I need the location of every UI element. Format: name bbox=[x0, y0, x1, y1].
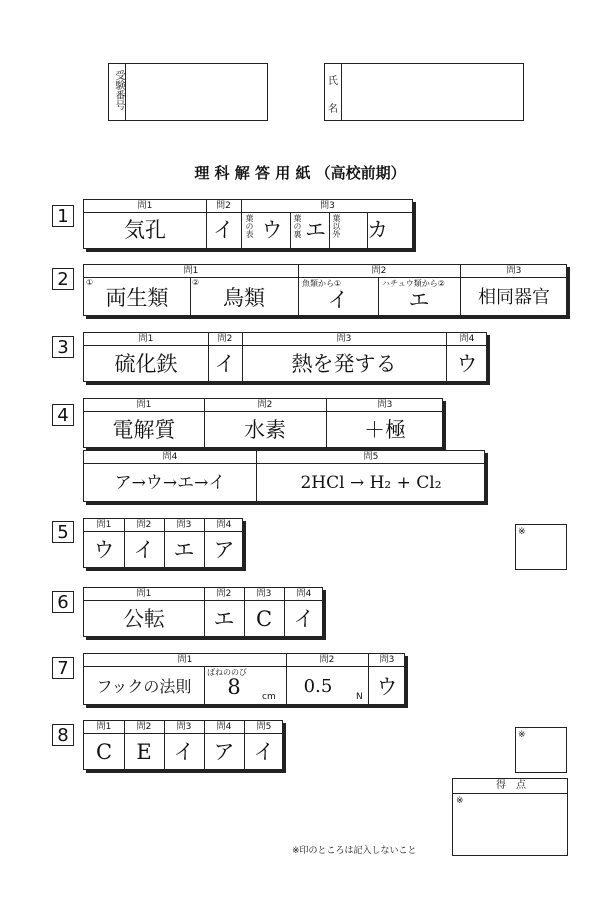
answer-row-8 bbox=[83, 720, 283, 770]
answer-q7-3[interactable]: 0.5 bbox=[303, 676, 333, 697]
answer-row-1 bbox=[83, 199, 413, 249]
answer-q6-1[interactable]: 公転 bbox=[123, 607, 165, 631]
header-q7-3: 問3 bbox=[379, 655, 395, 665]
header-q6-1: 問1 bbox=[136, 589, 152, 599]
answer-row-7 bbox=[83, 653, 405, 705]
exam-number-box[interactable] bbox=[108, 63, 268, 121]
answer-q8-1[interactable]: C bbox=[95, 740, 113, 764]
header-q7-1: 問1 bbox=[177, 655, 193, 665]
header-q6-3: 問3 bbox=[256, 589, 272, 599]
answer-q3-1[interactable]: 硫化鉄 bbox=[114, 352, 178, 376]
answer-q6-3[interactable]: C bbox=[255, 607, 273, 631]
header-q4-3: 問3 bbox=[377, 400, 393, 410]
answer-q1-1[interactable]: 気孔 bbox=[124, 218, 166, 242]
header-q3-2: 問2 bbox=[217, 334, 233, 344]
unit-q7-1: cm bbox=[262, 692, 276, 702]
sub-q2-2: ハチュウ類から② bbox=[382, 279, 445, 288]
answer-q4-5[interactable]: 2HCl → H₂ + Cl₂ bbox=[300, 473, 442, 493]
header-q8-4: 問4 bbox=[216, 722, 232, 732]
sub-q2-1: 魚類から① bbox=[302, 279, 342, 288]
answer-q3-4[interactable]: ウ bbox=[456, 352, 478, 376]
header-q5-2: 問2 bbox=[136, 520, 152, 530]
answer-row-3 bbox=[83, 332, 487, 382]
answer-q1-4[interactable]: エ bbox=[305, 218, 326, 242]
page-title: 理 科 解 答 用 紙 （高校前期） bbox=[194, 164, 406, 182]
marker-q2-2: ② bbox=[192, 278, 200, 287]
answer-q6-2[interactable]: エ bbox=[213, 607, 235, 631]
header-q3-4: 問4 bbox=[459, 334, 475, 344]
answer-q1-3[interactable]: ウ bbox=[261, 218, 283, 242]
answer-row-5 bbox=[83, 518, 243, 568]
header-q8-3: 問3 bbox=[176, 722, 192, 732]
header-q7-2: 問2 bbox=[319, 655, 335, 665]
sub-q1-2: 葉の裏 bbox=[293, 214, 302, 238]
answer-q6-4[interactable]: イ bbox=[293, 607, 315, 631]
header-q8-5: 問5 bbox=[256, 722, 272, 732]
header-q1-1: 問1 bbox=[137, 201, 153, 211]
name-label-2: 名 bbox=[328, 104, 338, 115]
sub-q1-1: 葉の表 bbox=[245, 214, 254, 238]
answer-q5-2[interactable]: イ bbox=[133, 538, 155, 562]
header-q4-1: 問1 bbox=[136, 400, 152, 410]
header-q1-3: 問3 bbox=[320, 201, 335, 211]
header-q2-1: 問1 bbox=[183, 266, 199, 276]
answer-q2-5[interactable]: 相同器官 bbox=[478, 287, 550, 308]
grader-mark-5: ※ bbox=[518, 527, 526, 537]
answer-q7-1[interactable]: フックの法則 bbox=[96, 677, 192, 696]
exam-number-label: 受験番号 bbox=[113, 70, 124, 110]
answer-q5-1[interactable]: ウ bbox=[93, 538, 115, 562]
question-number-6: 6 bbox=[52, 591, 74, 613]
answer-q3-2[interactable]: イ bbox=[214, 352, 236, 376]
answer-row-2 bbox=[83, 264, 567, 316]
answer-q2-1[interactable]: 両生類 bbox=[105, 286, 169, 310]
question-number-4: 4 bbox=[52, 404, 74, 426]
header-q6-2: 問2 bbox=[216, 589, 232, 599]
grader-box-5 bbox=[515, 524, 567, 570]
answer-q2-3[interactable]: イ bbox=[327, 288, 349, 312]
footer-note: ※印のところは記入しないこと bbox=[292, 846, 417, 856]
answer-q4-2[interactable]: 水素 bbox=[244, 418, 286, 442]
answer-q4-3[interactable]: ＋極 bbox=[364, 418, 406, 442]
answer-row-4a bbox=[83, 398, 443, 448]
header-q2-3: 問3 bbox=[506, 266, 522, 276]
unit-q7-2: N bbox=[356, 692, 363, 702]
name-label-1: 氏 bbox=[328, 76, 338, 87]
answer-q5-3[interactable]: エ bbox=[173, 538, 195, 562]
header-q3-3: 問3 bbox=[336, 334, 352, 344]
answer-row-6 bbox=[83, 587, 323, 637]
answer-q3-3[interactable]: 熱を発する bbox=[291, 352, 397, 376]
grader-mark-8: ※ bbox=[518, 730, 526, 740]
answer-row-4b bbox=[83, 450, 485, 502]
score-mark: ※ bbox=[456, 796, 464, 806]
header-q2-2: 問2 bbox=[371, 266, 387, 276]
answer-q7-4[interactable]: ウ bbox=[376, 675, 398, 699]
sub-q1-3: 葉以外 bbox=[332, 214, 341, 238]
question-number-3: 3 bbox=[52, 336, 74, 358]
header-q8-2: 問2 bbox=[136, 722, 152, 732]
answer-q8-5[interactable]: イ bbox=[253, 740, 275, 764]
answer-q4-1[interactable]: 電解質 bbox=[112, 418, 176, 442]
answer-q5-4[interactable]: ア bbox=[213, 538, 235, 562]
question-number-5: 5 bbox=[52, 521, 74, 543]
sub-q7-1: ばねののび bbox=[207, 668, 247, 677]
question-number-2: 2 bbox=[52, 268, 74, 290]
question-number-7: 7 bbox=[52, 657, 74, 679]
header-q1-2: 問2 bbox=[216, 201, 231, 211]
answer-q8-3[interactable]: イ bbox=[173, 740, 195, 764]
grader-box-8 bbox=[515, 727, 567, 773]
name-box[interactable] bbox=[324, 63, 524, 121]
header-q3-1: 問1 bbox=[138, 334, 154, 344]
question-number-8: 8 bbox=[52, 724, 74, 746]
header-q5-4: 問4 bbox=[216, 520, 232, 530]
answer-q7-2[interactable]: 8 bbox=[227, 675, 241, 699]
header-q4-4: 問4 bbox=[162, 452, 178, 462]
answer-q2-4[interactable]: エ bbox=[408, 288, 430, 312]
question-number-1: 1 bbox=[52, 205, 74, 227]
header-q5-3: 問3 bbox=[176, 520, 192, 530]
header-q5-1: 問1 bbox=[96, 520, 112, 530]
answer-q1-5[interactable]: カ bbox=[367, 218, 388, 242]
answer-q8-2[interactable]: E bbox=[136, 740, 152, 764]
answer-q8-4[interactable]: ア bbox=[213, 740, 235, 764]
marker-q2-1: ① bbox=[86, 278, 94, 287]
answer-q1-2[interactable]: イ bbox=[213, 218, 234, 242]
header-q6-4: 問4 bbox=[296, 589, 312, 599]
score-label: 得 点 bbox=[496, 780, 526, 791]
header-q8-1: 問1 bbox=[96, 722, 112, 732]
header-q4-5: 問5 bbox=[363, 452, 379, 462]
score-box bbox=[452, 778, 568, 856]
answer-q2-2[interactable]: 鳥類 bbox=[223, 286, 265, 310]
header-q4-2: 問2 bbox=[257, 400, 273, 410]
answer-q4-4[interactable]: ア→ウ→エ→イ bbox=[114, 473, 226, 493]
